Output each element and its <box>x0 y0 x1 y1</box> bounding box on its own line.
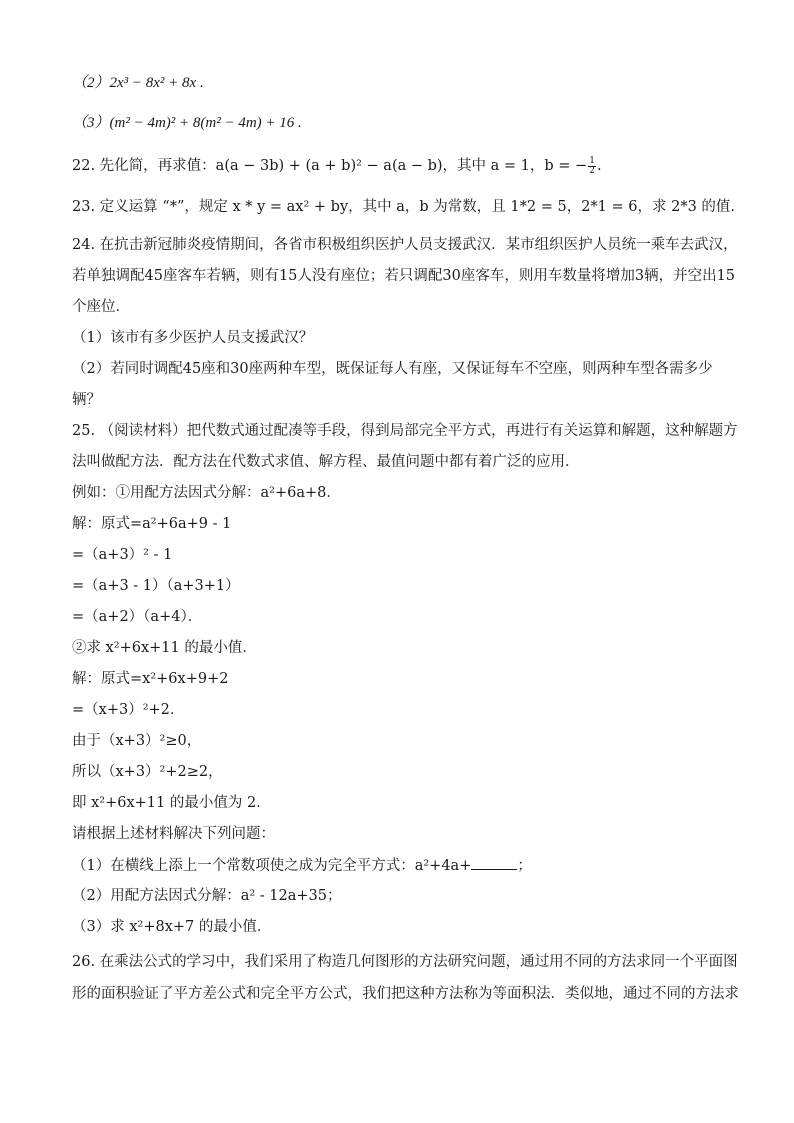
example2-title: ②求 x²+6x+11 的最小值． <box>72 640 257 656</box>
example1-step1: 解：原式=a²+6a+9 - 1 <box>72 516 232 532</box>
example2-step5: 即 x²+6x+11 的最小值为 2． <box>72 795 271 811</box>
q24-part2-line-2: 辆？ <box>72 392 101 408</box>
example2-step2: =（x+3）²+2． <box>72 702 185 718</box>
q21-part3: （3）(m² − 4m)² + 8(m² − 4m) + 16 . <box>72 115 302 131</box>
q22-fraction-numerator: 1 <box>589 155 595 166</box>
q24-part1: （1）该市有多少医护人员支援武汉？ <box>72 330 314 346</box>
q22-fraction-denominator: 2 <box>589 165 595 176</box>
q24-line-1: 24. 在抗击新冠肺炎疫情期间，各省市积极组织医护人员支援武汉．某市组织医护人员统一乘车去武汉， <box>72 237 738 253</box>
q25-part1-text: （1）在横线上添上一个常数项使之成为完全平方式：a²+4a+ <box>72 858 472 874</box>
q26-line-1: 26. 在乘法公式的学习中，我们采用了构造几何图形的方法研究问题，通过用不同的方法求同一个平面图 <box>72 954 738 970</box>
q24-line-2: 若单独调配45座客车若辆，则有15人没有座位；若只调配30座客车，则用车数量将增加3辆，并空出15 <box>72 268 736 284</box>
q21-part2: （2）2x³ − 8x² + 8x . <box>72 75 204 91</box>
q25-instruction: 请根据上述材料解决下列问题： <box>72 826 275 842</box>
example2-step1: 解：原式=x²+6x+9+2 <box>72 671 229 687</box>
example1-step2: =（a+3）² - 1 <box>72 547 173 563</box>
q22-end: . <box>596 158 602 174</box>
q22-line <box>72 156 602 176</box>
q25-line-2: 法叫做配方法．配方法在代数式求值、解方程、最值问题中都有着广泛的应用． <box>72 454 580 470</box>
example2-step3: 由于（x+3）²≥0， <box>72 733 202 749</box>
answer-blank <box>471 855 517 870</box>
q25-part1 <box>72 855 532 876</box>
example2-step4: 所以（x+3）²+2≥2， <box>72 764 223 780</box>
example1-step4: =（a+2）（a+4）． <box>72 609 203 625</box>
q25-part3: （3）求 x²+8x+7 的最小值． <box>72 919 272 935</box>
q25-part2: （2）用配方法因式分解：a² - 12a+35； <box>72 888 342 904</box>
example1-step3: =（a+3 - 1）（a+3+1） <box>72 578 240 594</box>
q25-line-1: 25. （阅读材料）把代数式通过配凑等手段，得到局部完全平方式，再进行有关运算和解题，这种解题方 <box>72 423 738 439</box>
example1-title: 例如：①用配方法因式分解：a²+6a+8． <box>72 485 341 501</box>
q24-part2-line-1: （2）若同时调配45座和30座两种车型，既保证每人有座，又保证每车不空座，则两种车型各需多少 <box>72 361 713 377</box>
q22-text: 22. 先化简，再求值：a(a − 3b) + (a + b)² − a(a − b)，其中 a = 1，b = − <box>72 158 588 174</box>
q22-fraction <box>588 157 596 176</box>
q26-line-2: 形的面积验证了平方差公式和完全平方公式，我们把这种方法称为等面积法．类似地，通过不同的方法求 <box>72 986 739 1002</box>
q24-line-3: 个座位． <box>72 299 130 315</box>
q23-line: 23. 定义运算 “*”，规定 x * y = ax² + by，其中 a，b 为常数，且 1*2 = 5，2*1 = 6，求 2*3 的值. <box>72 199 736 215</box>
q25-part1-end: ； <box>517 858 532 874</box>
